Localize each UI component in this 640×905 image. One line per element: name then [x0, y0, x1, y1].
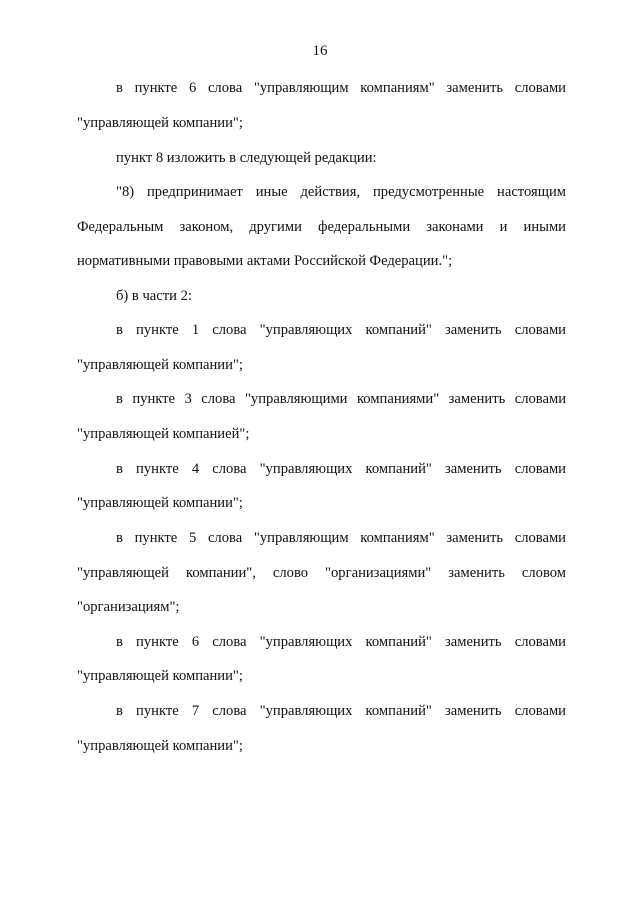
text-line: Федеральным законом, другими федеральными законами и иными: [77, 219, 566, 235]
text-line: в пункте 6 слова "управляющих компаний" заменить словами: [116, 634, 566, 650]
text-line: "8) предпринимает иные действия, предусмотренные настоящим: [116, 184, 566, 200]
text-line: "управляющей компании";: [77, 738, 243, 754]
text-line: "управляющей компании";: [77, 357, 243, 373]
text-line: б) в части 2:: [116, 288, 192, 304]
page-number: 16: [312, 43, 328, 59]
text-line: в пункте 7 слова "управляющих компаний" заменить словами: [116, 703, 566, 719]
text-line: "управляющей компанией";: [77, 426, 250, 442]
text-line: "управляющей компании", слово "организациями" заменить словом: [77, 565, 566, 581]
text-line: "организациям";: [77, 599, 180, 615]
text-line: "управляющей компании";: [77, 495, 243, 511]
text-line: нормативными правовыми актами Российской Федерации.";: [77, 253, 453, 269]
text-line: в пункте 1 слова "управляющих компаний" заменить словами: [116, 322, 566, 338]
text-line: пункт 8 изложить в следующей редакции:: [116, 150, 377, 166]
text-line: в пункте 6 слова "управляющим компаниям" заменить словами: [116, 80, 566, 96]
text-line: в пункте 4 слова "управляющих компаний" заменить словами: [116, 461, 566, 477]
text-line: "управляющей компании";: [77, 668, 243, 684]
text-line: в пункте 5 слова "управляющим компаниям" заменить словами: [116, 530, 566, 546]
text-line: в пункте 3 слова "управляющими компаниями" заменить словами: [116, 391, 566, 407]
text-line: "управляющей компании";: [77, 115, 243, 131]
